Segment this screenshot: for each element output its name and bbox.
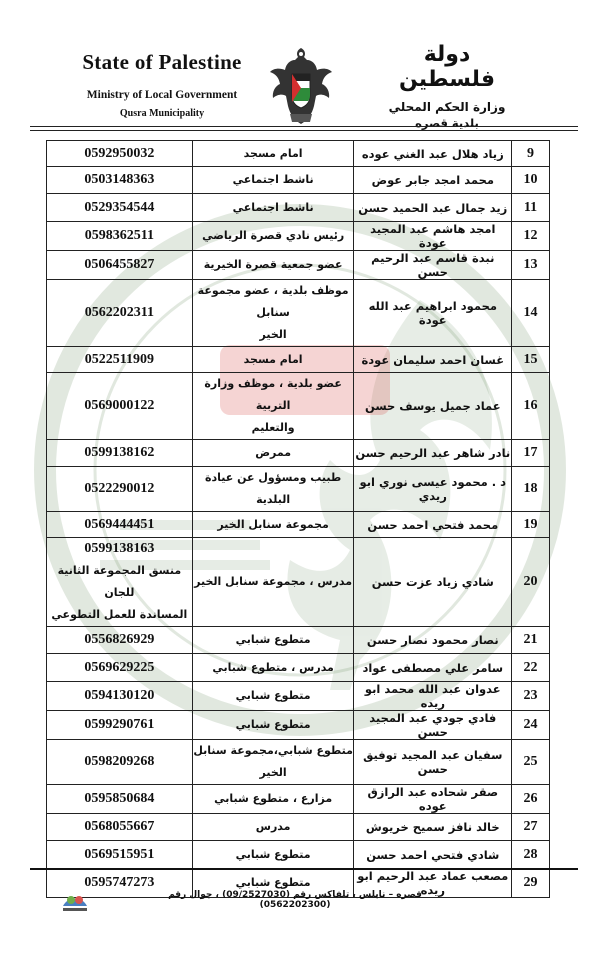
row-number: 29 xyxy=(512,869,550,898)
member-phone xyxy=(47,814,193,841)
member-name: خالد نافز سميح خريوش xyxy=(354,814,512,841)
member-phone xyxy=(47,740,193,785)
table-row xyxy=(47,841,550,869)
member-role xyxy=(192,512,354,538)
table-row xyxy=(47,785,550,814)
member-role xyxy=(192,538,354,627)
member-name: عدوان عبد الله محمد ابو ريده xyxy=(354,682,512,711)
phone-number: 0569515951 xyxy=(84,846,155,862)
role-line: رئيس نادي قصرة الرياضي xyxy=(202,229,345,242)
row-number: 13 xyxy=(512,251,550,280)
municipality-logo-icon xyxy=(60,888,90,914)
phone-number: 0556826929 xyxy=(84,632,155,647)
table-row xyxy=(47,251,550,280)
role-line: الخير xyxy=(259,328,287,341)
phone-number: 0569000122 xyxy=(84,398,155,413)
role-line: ناشط اجتماعي xyxy=(232,200,314,214)
table-row xyxy=(47,740,550,785)
member-role xyxy=(192,167,354,194)
role-line: والتعليم xyxy=(251,421,295,434)
row-number: 10 xyxy=(512,167,550,194)
member-phone xyxy=(47,251,193,280)
role-line: متطوع شبابي xyxy=(235,847,311,861)
role-line: مدرس xyxy=(255,820,291,833)
row-number: 24 xyxy=(512,711,550,740)
table-row xyxy=(47,538,550,627)
phone-number: 0568055667 xyxy=(84,819,155,834)
member-role xyxy=(192,467,354,512)
member-phone xyxy=(47,141,193,167)
member-role xyxy=(192,251,354,280)
row-number: 27 xyxy=(512,814,550,841)
palestine-eagle-emblem-icon xyxy=(266,44,336,130)
role-line: ناشط اجتماعي xyxy=(232,173,314,186)
state-name-ar: دولة فلسطين xyxy=(399,42,495,92)
member-phone xyxy=(47,194,193,222)
role-line: موظف بلدية ، عضو مجموعة سنابل xyxy=(197,284,349,319)
member-role xyxy=(192,347,354,373)
role-line: امام مسجد xyxy=(243,352,303,366)
letterhead-english xyxy=(62,50,262,119)
member-role xyxy=(192,141,354,167)
role-line: متطوع شبابي xyxy=(235,718,311,731)
footer-divider xyxy=(30,868,578,870)
member-phone xyxy=(47,440,193,467)
contacts-table-body xyxy=(47,141,550,898)
member-name: محمد فتحي احمد حسن xyxy=(354,512,512,538)
member-name: مصعب عماد عبد الرحيم ابو ريده xyxy=(354,869,512,898)
row-number: 12 xyxy=(512,222,550,251)
role-line: متطوع شبابي xyxy=(235,689,311,702)
member-name: عماد جميل يوسف حسن xyxy=(354,373,512,440)
member-role xyxy=(192,841,354,869)
member-name: زياد هلال عبد الغني عوده xyxy=(354,141,512,167)
member-phone xyxy=(47,627,193,654)
row-number: 14 xyxy=(512,280,550,347)
table-row xyxy=(47,222,550,251)
row-number: 11 xyxy=(512,194,550,222)
member-role xyxy=(192,711,354,740)
member-phone xyxy=(47,222,193,251)
member-role xyxy=(192,373,354,440)
role-line: مدرس ، مجموعة سنابل الخير xyxy=(194,575,353,588)
letterhead-arabic xyxy=(372,42,522,130)
member-role xyxy=(192,740,354,785)
phone-number: 0599138162 xyxy=(84,445,155,460)
member-phone xyxy=(47,682,193,711)
header-divider xyxy=(30,126,578,127)
member-role xyxy=(192,785,354,814)
table-row xyxy=(47,467,550,512)
footer-contact-info: قصره – نابلس ، تلفاكس رقم (09/2527030) ، جوال رقم (0562202300) xyxy=(168,890,422,910)
member-role xyxy=(192,682,354,711)
phone-number: 0522290012 xyxy=(84,481,155,496)
role-line: مدرس ، متطوع شبابي xyxy=(212,660,334,674)
member-phone xyxy=(47,711,193,740)
member-name: نصار محمود نصار حسن xyxy=(354,627,512,654)
member-phone xyxy=(47,347,193,373)
table-row xyxy=(47,627,550,654)
role-line: متطوع شبابي،مجموعة سنابل الخير xyxy=(193,744,353,779)
table-row xyxy=(47,440,550,467)
phone-number: 0599138163 xyxy=(84,541,155,556)
row-number: 18 xyxy=(512,467,550,512)
table-row xyxy=(47,347,550,373)
row-number: 19 xyxy=(512,512,550,538)
role-line: عضو جمعية قصرة الخيرية xyxy=(203,258,343,271)
phone-number: 0529354544 xyxy=(84,199,155,215)
row-number: 20 xyxy=(512,538,550,627)
member-name: نبدة قاسم عبد الرحيم حسن xyxy=(354,251,512,280)
table-row xyxy=(47,512,550,538)
municipality-name-en: Qusra Municipality xyxy=(119,108,205,119)
member-role xyxy=(192,280,354,347)
phone-note-line: منسق المجموعة الثانية للجان xyxy=(57,564,182,599)
member-name: صقر شحاده عبد الرازق عوده xyxy=(354,785,512,814)
member-phone xyxy=(47,538,193,627)
member-phone xyxy=(47,841,193,869)
table-row xyxy=(47,141,550,167)
member-phone xyxy=(47,280,193,347)
role-line: امام مسجد xyxy=(243,146,303,160)
member-phone xyxy=(47,654,193,682)
member-phone xyxy=(47,373,193,440)
member-name: محمد امجد جابر عوض xyxy=(354,167,512,194)
row-number: 28 xyxy=(512,841,550,869)
phone-number: 0503148363 xyxy=(84,172,155,187)
member-name: زيد جمال عبد الحميد حسن xyxy=(354,194,512,222)
member-name: محمود ابراهيم عبد الله عودة xyxy=(354,280,512,347)
table-row xyxy=(47,711,550,740)
member-name: نادر شاهر عبد الرحيم حسن xyxy=(354,440,512,467)
phone-number: 0506455827 xyxy=(84,257,155,272)
member-name: شادي زياد عزت حسن xyxy=(354,538,512,627)
member-name: امجد هاشم عبد المجيد عودة xyxy=(354,222,512,251)
phone-note-line: المساندة للعمل التطوعي xyxy=(51,608,188,621)
row-number: 23 xyxy=(512,682,550,711)
phone-number: 0598362511 xyxy=(84,228,154,243)
row-number: 25 xyxy=(512,740,550,785)
member-phone xyxy=(47,167,193,194)
row-number: 16 xyxy=(512,373,550,440)
role-line: مجموعة سنابل الخير xyxy=(217,517,329,531)
member-role xyxy=(192,222,354,251)
member-role xyxy=(192,194,354,222)
row-number: 17 xyxy=(512,440,550,467)
member-role xyxy=(192,627,354,654)
phone-number: 0569629225 xyxy=(84,659,155,675)
phone-number: 0569444451 xyxy=(84,516,155,532)
member-name: غسان احمد سليمان عودة xyxy=(354,347,512,373)
role-line: ممرض xyxy=(255,446,292,459)
role-line: طبيب ومسؤول عن عيادة البلدية xyxy=(204,471,342,506)
member-phone xyxy=(47,467,193,512)
member-name: سفيان عبد المجيد توفيق حسن xyxy=(354,740,512,785)
letterhead xyxy=(0,0,606,138)
table-row xyxy=(47,654,550,682)
member-role xyxy=(192,814,354,841)
member-phone xyxy=(47,512,193,538)
row-number: 9 xyxy=(512,141,550,167)
table-row xyxy=(47,814,550,841)
municipality-name-ar: بلدية قصره xyxy=(415,116,479,130)
row-number: 21 xyxy=(512,627,550,654)
member-name: فادي جودي عبد المجيد حسن xyxy=(354,711,512,740)
member-name: د . محمود عيسى نوري ابو ريدي xyxy=(354,467,512,512)
role-line: متطوع شبابي xyxy=(235,633,311,646)
table-row xyxy=(47,280,550,347)
role-line: متطوع شبابي xyxy=(235,876,311,889)
state-name-en: State of Palestine xyxy=(82,50,242,74)
table-row xyxy=(47,167,550,194)
phone-number: 0522511909 xyxy=(84,351,154,367)
member-name: شادي فتحي احمد حسن xyxy=(354,841,512,869)
row-number: 15 xyxy=(512,347,550,373)
phone-number: 0599290761 xyxy=(84,717,155,732)
member-name: سامر علي مصطفى عواد xyxy=(354,654,512,682)
table-row xyxy=(47,194,550,222)
phone-number: 0598209268 xyxy=(84,754,155,769)
row-number: 26 xyxy=(512,785,550,814)
phone-number: 0595747273 xyxy=(84,875,155,890)
ministry-name-ar: وزارة الحكم المحلي xyxy=(388,100,506,114)
phone-number: 0592950032 xyxy=(84,145,155,161)
member-role xyxy=(192,440,354,467)
phone-number: 0562202311 xyxy=(84,305,154,320)
row-number: 22 xyxy=(512,654,550,682)
contacts-table xyxy=(46,140,550,898)
phone-number: 0594130120 xyxy=(84,688,155,703)
header-divider-thin xyxy=(30,130,578,131)
role-line: مزارع ، متطوع شبابي xyxy=(214,792,333,805)
member-role xyxy=(192,654,354,682)
table-row xyxy=(47,682,550,711)
role-line: عضو بلدية ، موظف وزارة التربية xyxy=(204,377,342,412)
phone-number: 0595850684 xyxy=(84,791,155,806)
ministry-name-en: Ministry of Local Government xyxy=(86,89,238,101)
table-row xyxy=(47,373,550,440)
member-phone xyxy=(47,785,193,814)
